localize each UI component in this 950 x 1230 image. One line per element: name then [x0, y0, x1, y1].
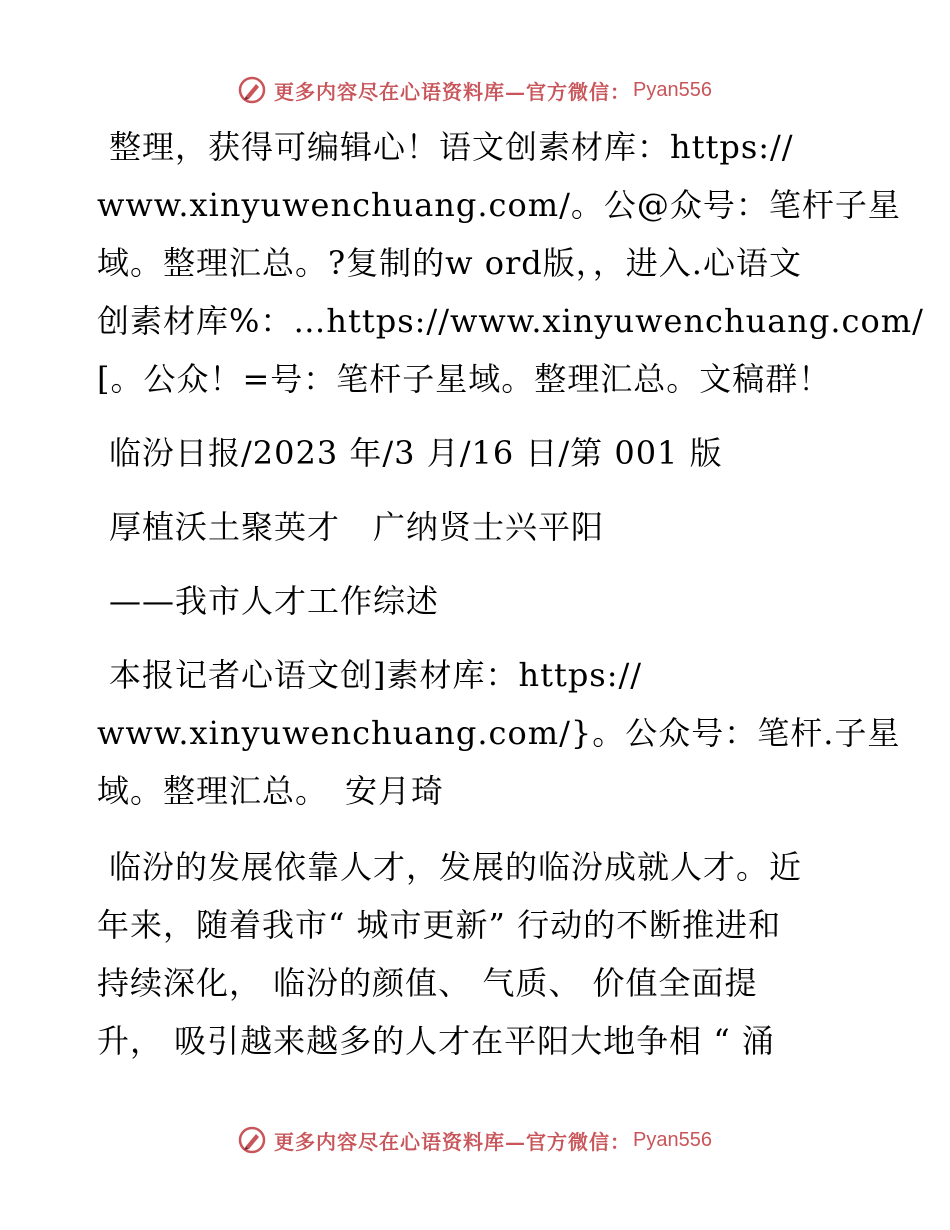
- subheadline: ——我市人才工作综述: [109, 582, 440, 620]
- dateline: 临汾日报/2023 年/3 月/16 日/第 001 版: [109, 434, 723, 472]
- body-line: 临汾的发展依靠人才，发展的临汾成就人才。近: [109, 848, 803, 886]
- document-body: [97, 118, 924, 1070]
- intro-line: www.xinyuwenchuang.com/。公@众号：笔杆子星: [97, 186, 901, 224]
- byline-line: 域。整理汇总。 安月琦: [97, 772, 445, 810]
- body-line: 持续深化， 临汾的颜值、 气质、 价值全面提: [97, 964, 758, 1002]
- watermark-text: 更多内容尽在心语资料库—官方微信：: [274, 1129, 632, 1154]
- header-watermark-banner: [0, 70, 950, 110]
- intro-line: 域。整理汇总。?复制的w ord版，，进入.心语文: [97, 244, 802, 282]
- watermark-wechat-id: Pyan556: [633, 1128, 712, 1151]
- intro-line: 整理，获得可编辑心！语文创素材库：https://: [109, 128, 794, 166]
- pen-logo-icon: [238, 1126, 266, 1154]
- intro-line: 创素材库%：…https://www.xinyuwenchuang.com/: [97, 302, 924, 340]
- intro-line: [。公众！=号：笔杆子星域。整理汇总。文稿群！: [97, 360, 832, 398]
- watermark-text: 更多内容尽在心语资料库—官方微信：: [274, 79, 632, 104]
- watermark-wechat-id: Pyan556: [633, 78, 712, 101]
- body-line: 年来，随着我市“ 城市更新” 行动的不断推进和: [97, 906, 782, 944]
- byline-line: www.xinyuwenchuang.com/}。公众号：笔杆.子星: [97, 714, 901, 752]
- footer-watermark-banner: [0, 1120, 950, 1160]
- pen-logo-icon: [238, 76, 266, 104]
- headline: 厚植沃土聚英才 广纳贤士兴平阳: [109, 508, 605, 546]
- body-line: 升， 吸引越来越多的人才在平阳大地争相 “ 涌: [97, 1022, 775, 1060]
- byline-line: 本报记者心语文创]素材库：https://: [109, 656, 643, 694]
